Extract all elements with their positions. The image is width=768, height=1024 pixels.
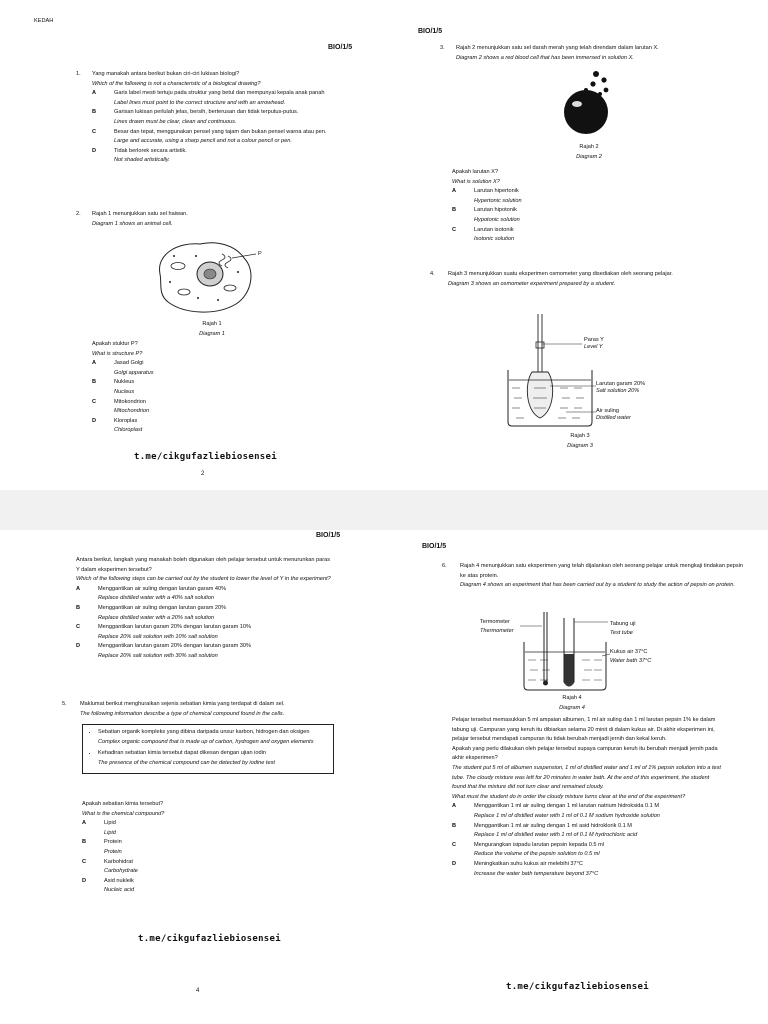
label-distilled-water: Air suling Distilled water — [596, 408, 631, 421]
page-code-3: BIO/1/5 — [418, 28, 443, 35]
chemical-info-box: • Sebatian organik kompleks yang dibina daripada unsur karbon, hidrogen dan oksigen Complex organic compound that is made up of carbon, hydrogen and oxygen elements • Kehadiran sebatian kimia tersebut dapat dikesan dengan ujian iodin The presence of the chemical compound can be detected by iodine test — [82, 724, 334, 774]
q2-option-b[interactable]: B Nukleus Nucleus — [92, 379, 135, 395]
question-3-options: Apakah larutan X? What is solution X? A Larutan hipertonik Hypertonic solution B Larutan hipotonik Hypotonic solution C Larutan isotonik Isotonic solution — [452, 168, 652, 245]
question-5-options: Apakah sebatian kimia tersebut? What is the chemical compound? A Lipid Lipid B Protein Protein C Karbohidrat Carbohydrate D Asid nukleik Nucleic acid — [82, 800, 282, 896]
q1-option-c[interactable]: C Besar dan tepat, menggunakan pensel yang tajam dan bukan pensel warna atau pen. Large and accurate, using a sharp pencil and not a colour pencil or pen. — [92, 128, 327, 145]
question-6: 6. Rajah 4 menunjukkan satu eksperimen yang telah dijalankan oleh seorang pelajar untuk mengkaji tindakan pepsin ke atas protein. Diagram 4 shows an experiment that has been carried out by a student to study the action of pepsin on protein. — [442, 563, 743, 589]
label-salt-solution: Larutan garam 20% Salt solution 20% — [596, 381, 646, 394]
question-3: 3. Rajah 2 menunjukkan satu sel darah merah yang telah direndam dalam larutan X. Diagram 2 shows a red blood cell that has been immersed in solution X. — [440, 45, 659, 61]
q1-option-b[interactable]: B Garisan lukisan perlulah jelas, bersih, berterusan dan tidak terputus-putus. Lines drawn must be clear, clean and continuous. — [92, 109, 299, 125]
watermark-link-1[interactable]: t.me/cikgufazliebiosensei — [134, 452, 277, 462]
q4-option-b[interactable]: B Menggantikan air suling dengan larutan garam 20% Replace distilled water with a 20% salt solution — [76, 604, 227, 621]
osmometer-diagram — [500, 314, 600, 428]
question-4-continued: Antara berikut, langkah yang manakah boleh digunakan oleh pelajar tersebut untuk menurunkan paras Y dalam eksperimen tersebut? Which of the following steps can be carried out by the student to lower the level of Y in the experiment? A Menggantikan air suling dengan larutan garam 40% Replace distilled water with a 40% salt solution B Menggantikan air suling dengan larutan garam 20% Replace distilled water with a 20% salt solution C Menggantikan larutan garam 20% dengan larutan garam 10% Replace 20% salt solution with 10% salt solution D Menggantikan larutan garam 20% dengan larutan garam 30% Replace 20% salt solution with 30% salt solution — [76, 556, 332, 662]
label-level-y: Paras Y Level Y — [584, 337, 604, 350]
q5-option-d[interactable]: D Asid nukleik Nucleic acid — [82, 877, 135, 894]
kedah-label: KEDAH — [34, 18, 54, 24]
page-gap — [0, 490, 768, 530]
page-number-4: 4 — [196, 988, 200, 994]
watermark-link-3[interactable]: t.me/cikgufazliebiosensei — [506, 982, 649, 992]
q4-option-d[interactable]: D Menggantikan larutan garam 20% dengan larutan garam 30% Replace 20% salt solution with 30% salt solution — [76, 643, 251, 659]
page-code-5: BIO/1/5 — [422, 543, 447, 550]
q2-option-c[interactable]: C Mitokondrion Mitochondrion — [92, 398, 150, 415]
watermark-link-2[interactable]: t.me/cikgufazliebiosensei — [138, 934, 281, 944]
question-6-body: Pelajar tersebut memasukkan 5 ml ampaian albumen, 1 ml air suling dan 1 ml larutan pepsin 1% ke dalam tabung uji. Campuran yang keruh itu dibiarkan selama 20 minit di dalam kukus air. Di akhir eksperimen ini, pelajar tersebut mendapati campuran itu tidak berubah menjadi jernih dan kekal keruh. Apakah yang perlu dilakukan oleh pelajar tersebut supaya campuran keruh itu berubah menjadi jernih pada akhir eksperimen? The student put 5 ml of albumen suspension, 1 ml of distilled water and 1 ml of 1% pepsin solution into a test tube. The cloudy mixture was left for 20 minutes in water bath. At the end of this experiment, the student found that the mixture did not turn clear and remained cloudy. What must the student do in order the cloudy mixture turns clear at the end of the experiment? A Menggantikan 1 ml air suling dengan 1 ml larutan natrium hidroksida 0.1 M Replace 1 ml of distilled water with 1 ml of 0.1 M sodium hydroxide solution B Menggantikan 1 ml air suling dengan 1 ml asid hidroklorik 0.1 M Replace 1 ml of distilled water with 1 ml of 0.1 M hydrochloric acid C Mengurangkan isipadu larutan pepsin kepada 0.5 ml Reduce the volume of the pepsin solution to 0.5 ml D Meningkatkan suhu kukus air melebihi 37°C Increase the water bath temperature beyond 37°C — [452, 716, 722, 879]
page-number-2: 2 — [201, 471, 205, 477]
label-test-tube: Tabung uji Test tube — [610, 621, 636, 636]
diagram-4-caption: Rajah 4 Diagram 4 — [559, 695, 585, 711]
q6-option-b[interactable]: B Menggantikan 1 ml air suling dengan 1 ml asid hidroklorik 0.1 M Replace 1 ml of distilled water with 1 ml of 0.1 M hydrochloric acid — [452, 822, 638, 839]
q2-option-d[interactable]: D Kloroplas Chloroplast — [92, 417, 143, 434]
question-4: 4. Rajah 3 menunjukkan suatu eksperimen osmometer yang disediakan oleh seorang pelajar. Diagram 3 shows an osmometer experiment prepared by a student. — [430, 271, 673, 287]
label-p: P — [258, 251, 262, 257]
q2-option-a[interactable]: A Jasad Golgi Golgi apparatus — [92, 360, 154, 376]
q3-option-b[interactable]: B Larutan hipotonik Hypotonic solution — [452, 207, 520, 223]
page-code-4: BIO/1/5 — [316, 532, 341, 539]
q4-option-a[interactable]: A Menggantikan air suling dengan larutan garam 40% Replace distilled water with a 40% salt solution — [76, 585, 227, 602]
label-water-bath: Kukus air 37°C Water bath 37°C — [610, 649, 652, 664]
label-thermometer: Termometer Thermometer — [480, 619, 514, 634]
q6-option-d[interactable]: D Meningkatkan suhu kukus air melebihi 37°C Increase the water bath temperature beyond 37°C — [452, 860, 599, 877]
q1-option-d[interactable]: D Tidak berlorek secara artistik. Not shaded artistically. — [92, 147, 187, 164]
water-bath-diagram — [520, 612, 610, 692]
diagram-3-caption: Rajah 3 Diagram 3 — [567, 433, 593, 449]
q6-option-c[interactable]: C Mengurangkan isipadu larutan pepsin kepada 0.5 ml Reduce the volume of the pepsin solution to 0.5 ml — [452, 841, 604, 858]
q4-option-c[interactable]: C Menggantikan larutan garam 20% dengan larutan garam 10% Replace 20% salt solution with 10% salt solution — [76, 624, 251, 640]
q6-option-a[interactable]: A Menggantikan 1 ml air suling dengan 1 ml larutan natrium hidroksida 0.1 M Replace 1 ml of distilled water with 1 ml of 0.1 M sodium hydroxide solution — [452, 803, 660, 819]
question-2: 2. Rajah 1 menunjukkan satu sel haiwan. Diagram 1 shows an animal cell. — [76, 211, 188, 227]
animal-cell-diagram — [148, 236, 278, 316]
q3-option-c[interactable]: C Larutan isotonik Isotonic solution — [452, 226, 515, 243]
q5-option-b[interactable]: B Protein Protein — [82, 839, 122, 855]
q3-option-a[interactable]: A Larutan hipertonik Hypertonic solution — [452, 188, 522, 204]
question-1: 1. Yang manakah antara berikut bukan ciri-ciri lukisan biologi? Which of the following is not a characteristic of a biological drawing? A Garis label mesti tertuju pada struktur yang betul dan mempunyai kepala anak panah Label lines must point to the correct structure and with an arrowhead. B Garisan lukisan perlulah jelas, bersih, berterusan dan tidak terputus-putus. Lines drawn must be clear, clean and continuous. C Besar dan tepat, menggunakan pensel yang tajam dan bukan pensel warna atau pen. Large and accurate, using a sharp pencil and not a colour pencil or pen. D Tidak berlorek secara artistik. Not shaded artistically. — [76, 70, 334, 166]
diagram-2-caption: Rajah 2 Diagram 2 — [576, 144, 602, 160]
diagram-1-caption: Rajah 1 Diagram 1 — [199, 321, 225, 337]
question-5: 5. Maklumat berikut menghuraikan sejenis sebatian kimia yang terdapat di dalam sel. The following information describe a type of chemical compound found in the cells. — [62, 701, 285, 717]
page-code: BIO/1/5 — [328, 44, 353, 51]
q5-option-a[interactable]: A Lipid Lipid — [82, 820, 116, 836]
question-2-options: Apakah stuktur P? What is structure P? A Jasad Golgi Golgi apparatus B Nukleus Nucleus C Mitokondrion Mitochondrion D Kloroplas Chloroplast — [92, 340, 292, 436]
q1-option-a[interactable]: A Garis label mesti tertuju pada struktur yang betul dan mempunyai kepala anak panah Label lines must point to the correct structure and with an arrowhead. — [92, 90, 325, 106]
q5-option-c[interactable]: C Karbohidrat Carbohydrate — [82, 858, 138, 875]
red-blood-cell-diagram — [556, 68, 620, 138]
